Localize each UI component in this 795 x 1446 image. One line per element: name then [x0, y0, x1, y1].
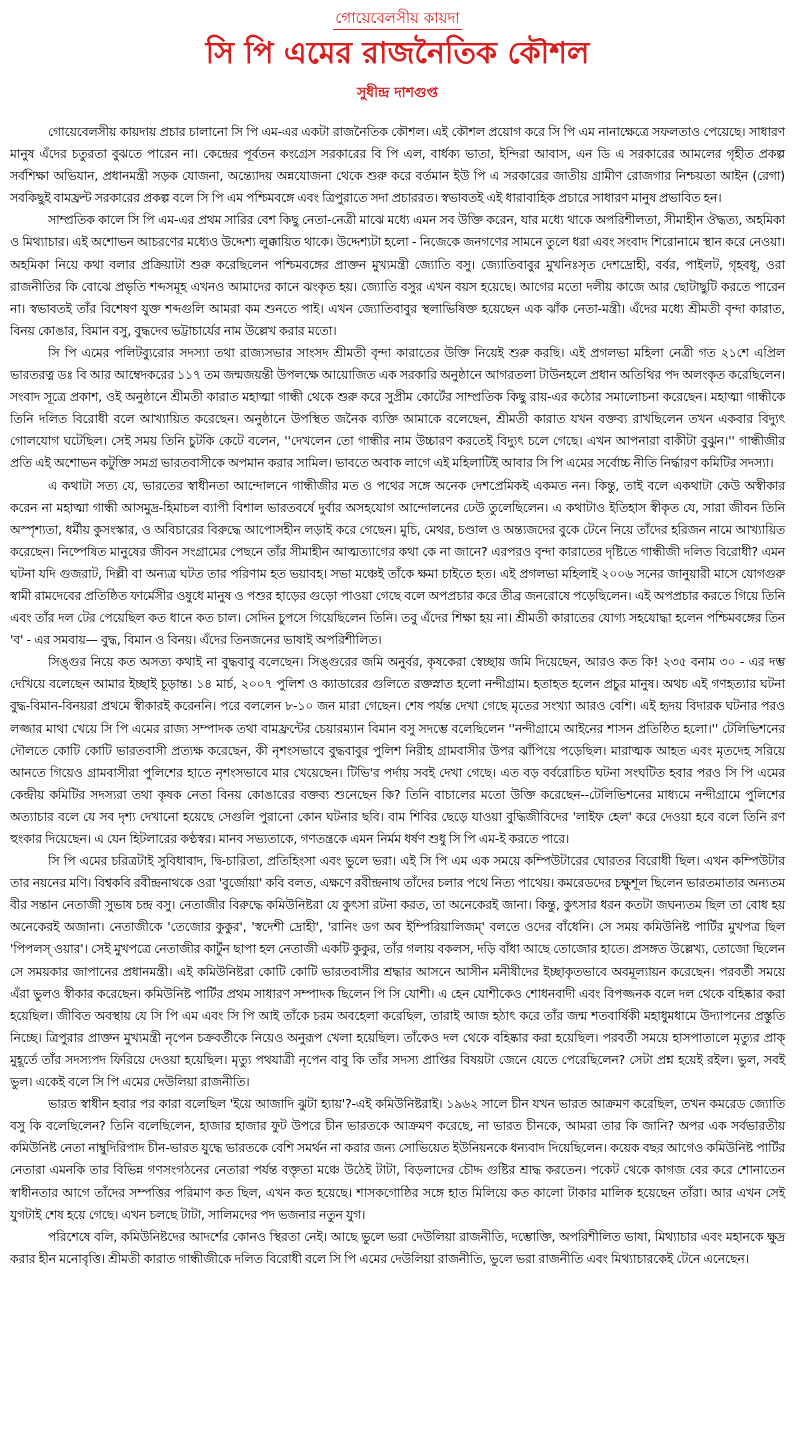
article-author: সুধীন্দ্র দাশগুপ্ত — [357, 85, 438, 101]
article-body — [10, 121, 785, 1270]
kicker-wrap — [10, 8, 785, 30]
article-paragraph: গোয়েবেলসীয় কায়দায় প্রচার চালানো সি পি এম-এর একটা রাজনৈতিক কৌশল। এই কৌশল প্রয়োগ করে সি পি এম নানাক্ষেত্রে সফলতাও পেয়েছে। সাধারণ মানুষ এঁদের চতুরতা বুঝতে পারেন না। কেন্দ্রের পূর্বতন কংগ্রেস সরকারের বি পি এল, বার্ধক্য ভাতা, ইন্দিরা আবাস, এন ডি এ সরকারের আমলের গৃহীত প্রকল্প সর্বশিক্ষা অভিযান, প্রধানমন্ত্রী সড়ক যোজনা, অন্ত্যোদয় অন্নযোজনা থেকে শুরু করে বর্তমান ইউ পি এ সরকারের জাতীয় গ্রামীণ রোজগার নিশ্চয়তা আইন (রেগা) সবকিছুই বামফ্রন্ট সরকারের প্রকল্প বলে সি পি এম পশ্চিমবঙ্গে এবং ত্রিপুরাতে সদা প্রচাররত। স্বভাবতই এই ধারাবাহিক প্রচারে সাধারণ মানুষ প্রভাবিত হন। — [10, 124, 785, 206]
article-paragraph: এ কথাটা সত্য যে, ভারতের স্বাধীনতা আন্দোলনে গান্ধীজীর মত ও পথের সঙ্গে অনেক দেশপ্রেমিকই একমত নন। কিন্তু, তাই বলে একথাটা কেউ অস্বীকার করেন না মহাত্মা গান্ধী আসমুদ্র-হিমাচল ব্যাপী বিশাল ভারতবর্ষে দুর্বার অসহযোগ আন্দোলনের ঢেউ তুলেছিলেন। এ কথাটাও ইতিহাস স্বীকৃত যে, সারা জীবন তিনি অস্পৃশ্যতা, ধর্মীয় কুসংস্কার, ও অবিচারের বিরুদ্ধে আপোসহীন লড়াই করে গেছেন। মুচি, মেথর, চণ্ডাল ও অন্ত্যজদের বুকে টেনে নিয়ে তাঁদের হরিজন নামে আখ্যায়িত করেছেন। নিষ্পেষিত মানুষের জীবন সংগ্রামের পেছনে তাঁর সীমাহীন আত্মত্যাগের কথা কে না জানে? এরপরও বৃন্দা কারাতের দৃষ্টিতে গান্ধীজী দলিত বিরোধী? এমন ঘটনা যদি গুজরাট, দিল্লী বা অন্যত্র ঘটত তার পরিণাম হত ভয়াবহ। সভা মঞ্চেই তাঁকে ক্ষমা চাইতে হত। এই প্রগলভা মহিলাই ২০০৬ সনের জানুয়ারী মাসে যোগগুরু স্বামী রামদেবের প্রতিষ্ঠিত ফার্মেসীর ওষুধে মানুষ ও পশুর হাড়ের গুড়ো পাওয়া গেছে বলে অপপ্রচার করে তীব্র জনরোষে পড়েছিলেন। এই অপপ্রচার করতে গিয়ে তিনি এবং তাঁর দল টের পেয়েছিল কত ধানে কত চাল। সেদিন চুপসে গিয়েছিলেন তিনি। তবু এঁদের শিক্ষা হয় না। শ্রীমতী কারাতের যোগ্য সহযোদ্ধা হলেন পশ্চিমবঙ্গের তিন 'ব' - এর সমবায়— বুদ্ধ, বিমান ও বিনয়। এঁদের তিনজনের ভাষাই অপরিশীলিত। — [10, 477, 785, 648]
article-paragraph: সি পি এমের পলিটব্যুরোর সদস্যা তথা রাজ্যসভার সাংসদ শ্রীমতী বৃন্দা কারাতের উক্তি নিয়েই শুরু করছি। এই প্রগলভা মহিলা নেত্রী গত ২১শে এপ্রিল ভারতরত্ন ডঃ বি আর আম্বেদকরের ১১৭ তম জন্মজয়ন্তী উপলক্ষে আয়োজিত এক সরকারি অনুষ্ঠানে আগরতলা টাউনহলে প্রধান অতিথির পদ অলংকৃত করেছিলেন। সংবাদ সূত্রে প্রকাশ, ওই অনুষ্ঠানে শ্রীমতী কারাত মহাত্মা গান্ধী থেকে শুরু করে সুপ্রীম কোর্টের সাম্প্রতিক কিছু রায়-এর কঠোর সমালোচনা করেছেন। মহাত্মা গান্ধীকে তিনি দলিত বিরোধী বলে আখ্যায়িত করেছেন। অনুষ্ঠানে উপস্থিত জনৈক ব্যক্তি আমাকে বলেছেন, শ্রীমতী কারাত যখন বক্তব্য রাখছিলেন তখন একবার বিদ্যুৎ গোলযোগ ঘটেছিল। সেই সময় তিনি চুটকি কেটে বলেন, ''দেখলেন তো গান্ধীর নাম উচ্চারণ করতেই বিদ্যুৎ চলে গেছে। এখন আপনারা বাকীটা বুঝুন।'' গান্ধীজীর প্রতি এই অশোভন কটুক্তি সমগ্র ভারতবাসীকে অপমান করার সামিল। ভাবতে অবাক লাগে এই মহিলাটিই আবার সি পি এমের সর্বোচ্চ নীতি নির্দ্ধারণ কমিটির সদস্যা। — [10, 344, 785, 471]
article-paragraph: সিঙ্গুর নিয়ে কত অসত্য কথাই না বুদ্ধবাবু বলেছেন। সিঙ্গুরের জমি অনুর্বর, কৃষকেরা স্বেচ্ছায় জমি দিয়েছেন, আরও কত কি! ২৩৫ বনাম ৩০ - এর দম্ভ দেখিয়ে বলেছেন আমার ইচ্ছাই চূড়ান্ত। ১৪ মার্চ, ২০০৭ পুলিশ ও ক্যাডারের গুলিতে রক্তস্নাত হলো নন্দীগ্রাম। হতাহত হলেন প্রচুর মানুষ। অথচ এই গণহত্যার ঘটনা বুদ্ধ-বিমান-বিনয়রা প্রথমে স্বীকারই করেননি। পরে বললেন ৮-১০ জন মারা গেছেন। শেষ পর্যন্ত দেখা গেছে মৃতের সংখ্যা আরও বেশি। এই হৃদয় বিদারক ঘটনার পরও লজ্জার মাথা খেয়ে সি পি এমের রাজ্য সম্পাদক তথা বামফ্রন্টের চেয়ারম্যান বিমান বসু সদম্ভে বলেছিলেন ''নন্দীগ্রামে আইনের শাসন প্রতিষ্ঠিত হলো।'' টেলিভিশনের দৌলতে কোটি কোটি ভারতবাসী প্রত্যক্ষ করেছেন, কী নৃশংসভাবে বুদ্ধবাবুর পুলিশ নিরীহ গ্রামবাসীর উপর ঝাঁপিয়ে পড়েছিল। মারাত্মক আহত এবং মৃতদেহ সরিয়ে আনতে গিয়েও গ্রামবাসীরা পুলিশের হাতে নৃশংসভাবে মার খেয়েছেন। টিভি'র পর্দায় সবই দেখা গেছে। এত বড় বর্বরোচিত ঘটনা সংঘটিত হবার পরও সি পি এমের কেন্দ্রীয় কমিটির সদস্যরা তথা কৃষক নেতা বিনয় কোঙারের বক্তব্য শুনেছেন কি? তিনি বাচালের মতো উক্তি করেছেন--টেলিভিশনের মাধ্যমে নন্দীগ্রামে পুলিশের অত্যাচার বলে যে সব দৃশ্য দেখানো হয়েছে সেগুলি পুরানো কোন ঘটনার ছবি। বাম শিবির ছেড়ে যাওয়া বুদ্ধিজীবিদের 'লাইফ হেল' করে দেওয়া হবে বলে তিনি রণ হুংকার দিয়েছেন। এ যেন হিটলারের কণ্ঠস্বর। মানব সভ্যতাকে, গণতন্ত্রকে এমন নির্মম ধর্ষণ শুধু সি পি এম-ই করতে পারে। — [10, 654, 785, 846]
article-kicker: গোয়েবেলসীয় কায়দা — [333, 8, 461, 30]
article-paragraph: সি পি এমের চরিত্রটাই সুবিধাবাদ, দ্বি-চারিতা, প্রতিহিংসা এবং ভুলে ভরা। এই সি পি এম এক সময়ে কম্পিউটারের ঘোরতর বিরোধী ছিল। এখন কম্পিউটার তার নয়নের মণি। বিশ্বকবি রবীন্দ্রনাথকে ওরা 'বুর্জোয়া' কবি বলত, এক্ষণে রবীন্দ্রনাথ তাঁদের চলার পথে নিত্য পাথেয়। কমরেডদের চক্ষুশূল ছিলেন ভারতমাতার অন্যতম বীর সন্তান নেতাজী সুভাষ চন্দ্র বসু। নেতাজীর বিরুদ্ধে কমিউনিষ্টরা যে কুৎসা রটনা করত, তা অনেকেরই জানা। কিন্তু, কুৎসার ধরন কতটা জঘন্যতম ছিল তা বোধ হয় অনেকেরই অজানা। নেতাজীকে 'তেজোর কুকুর', 'স্বদেশী দ্রোহী', 'রানিং ডগ অব ইম্পিরিয়ালিজম্' বলতে ওদের বাঁধেনি। সে সময় কমিউনিষ্ট পার্টির মুখপত্র ছিল 'পিপলস্ ওয়ার'। সেই মুখপত্রে নেতাজীর কার্টুন ছাপা হল নেতাজী একটি কুকুর, তাঁর গলায় বকলস, দড়ি বাঁধা আছে তোজোর হাতে। প্রসঙ্গত উল্লেখ্য, তোজো ছিলেন সে সময়কার জাপানের প্রধানমন্ত্রী। এই কমিউনিষ্টরা কোটি কোটি ভারতবাসীর শ্রদ্ধার আসনে আসীন মনীষীদের ইচ্ছাকৃতভাবে অবমূল্যায়ন করেছেন। পরবর্তী সময়ে এঁরা ভুলও স্বীকার করেছেন। কমিউনিষ্ট পার্টির প্রথম সাধারণ সম্পাদক ছিলেন পি সি যোশী। এ হেন যোশীকেও শোধনবাদী এবং বিপজ্জনক বলে দল থেকে বহিষ্কার করা হয়েছিল। জীবিত অবস্থায় যে সি পি এম এবং সি পি আই তাঁকে চরম অবহেলা করেছিল, তারাই আজ হঠাৎ করে তাঁর জন্ম শতবার্ষিকী মহাধুমধামে উদ্যাপনের প্রস্তুতি নিচ্ছে। ত্রিপুরার প্রাক্তন মুখ্যমন্ত্রী নৃপেন চক্রবর্তীকে নিয়েও অনুরূপ খেলা হয়েছিল। তাঁকেও দল থেকে বহিষ্কার করা হয়েছিল। পরবর্তী সময়ে হাসপাতালে মৃত্যুর প্রাক্ মুহূর্তে তাঁর সদস্যপদ ফিরিয়ে দেওয়া হয়েছিল। মৃত্যু পথযাত্রী নৃপেন বাবু কি তাঁর সদস্য প্রাপ্তির বিষয়টা জেনে যেতে পেরেছিলেন? সেটা প্রশ্ন হয়েই রইল। ভুল, সবই ভুল। একেই বলে সি পি এমের দেউলিয়া রাজনীতি। — [10, 853, 785, 1090]
article-paragraph: ভারত স্বাধীন হবার পর কারা বলেছিল 'ইয়ে আজাদি ঝুটা হ্যায়'?-এই কমিউনিষ্টরাই। ১৯৬২ সালে চীন যখন ভারত আক্রমণ করেছিল, তখন কমরেড জ্যোতি বসু কি বলেছিলেন? তিনি বলেছিলেন, হাজার হাজার ফুট উপরে চীন ভারতকে আক্রমণ করেছে, না ভারত চীনকে, আমরা তার কি জানি? অপর এক সর্বভারতীয় কমিউনিষ্ট নেতা নাম্বুদিরিপাদ চীন-ভারত যুদ্ধে ভারতকে বেশি সমর্থন না করার জন্য সোভিয়েত ইউনিয়নকে ধন্যবাদ দিয়েছিলেন। কয়েক বছর আগেও কমিউনিষ্ট পার্টির নেতারা এমনকি তার বিভিন্ন গণসংগঠনের নেতারা পর্যন্ত বক্তৃতা মঞ্চে উঠেই টাটা, বিড়লাদের চৌদ্দ গুষ্টির শ্রাদ্ধ করতেন। পকেট থেকে কাগজ বের করে শোনাতেন স্বাধীনতার আগে তাঁদের সম্পত্তির পরিমাণ কত ছিল, এখন কত হয়েছে। শাসকগোষ্ঠির সঙ্গে হাত মিলিয়ে কত কালো টাকার মালিক হয়েছেন তাঁরা। আর এখন সেই যুগটাই শেষ হয়ে গেছে। এখন চলছে টাটা, সালিমদের পদ ভজনার নতুন যুগ। — [10, 1096, 785, 1222]
article-paragraph: পরিশেষে বলি, কমিউনিষ্টদের আদর্শের কোনও স্থিরতা নেই। আছে ভুলে ভরা দেউলিয়া রাজনীতি, দম্ভোক্তি, অপরিশীলিত ভাষা, মিথ্যাচার এবং মহানকে ক্ষুদ্র করার হীন মনোবৃত্তি। শ্রীমতী কারাত গান্ধীজীকে দলিত বিরোধী বলে সি পি এমের দেউলিয়া রাজনীতি, ভুলে ভরা রাজনীতি এবং মিথ্যাচারকেই টেনে এনেছেন। — [10, 1228, 785, 1266]
article-headline: সি পি এমের রাজনৈতিক কৌশল — [205, 36, 590, 71]
article-paragraph: সাম্প্রতিক কালে সি পি এম-এর প্রথম সারির বেশ কিছু নেতা-নেত্রী মাঝে মধ্যে এমন সব উক্তি করেন, যার মধ্যে থাকে অপরিশীলতা, সীমাহীন ঔদ্ধত্য, অহমিকা ও মিথ্যাচার। এই অশোভন আচরণের মধ্যেও উদ্দেশ্য লুক্কায়িত থাকে। উদ্দেশ্যটা হলো - নিজেকে জনগণের সামনে তুলে ধরা এবং সংবাদ শিরোনামে স্থান করে নেওয়া। অহমিকা নিয়ে কথা বলার প্রক্রিয়াটা শুরু করেছিলেন পশ্চিমবঙ্গের প্রাক্তন মুখ্যমন্ত্রী জ্যোতি বসু। জ্যোতিবাবুর মুখনিঃসৃত দেশদ্রোহী, বর্বর, পাইলট, গৃহবধূ, ওরা রাজনীতির কি বোঝে প্রভৃতি শব্দসমূহ এখনও আমাদের কানে ঝংকৃত হয়। জ্যোতি বসুর এখন বয়স হয়েছে। আগের মতো দলীয় কাজে আর ছোটাছুটি করতে পারেন না। স্বভাবতই তাঁর বিশেষণ যুক্ত শব্দগুলি আমরা কম শুনতে পাই। এখন জ্যোতিবাবুর স্থলাভিষিক্ত হয়েছেন এক ঝাঁক নেতা-মন্ত্রী। এঁদের মধ্যে শ্রীমতী বৃন্দা কারাত, বিনয় কোঙার, বিমান বসু, বুদ্ধদেব ভট্টাচার্যের নাম উল্লেখ করার মতো। — [10, 212, 785, 338]
